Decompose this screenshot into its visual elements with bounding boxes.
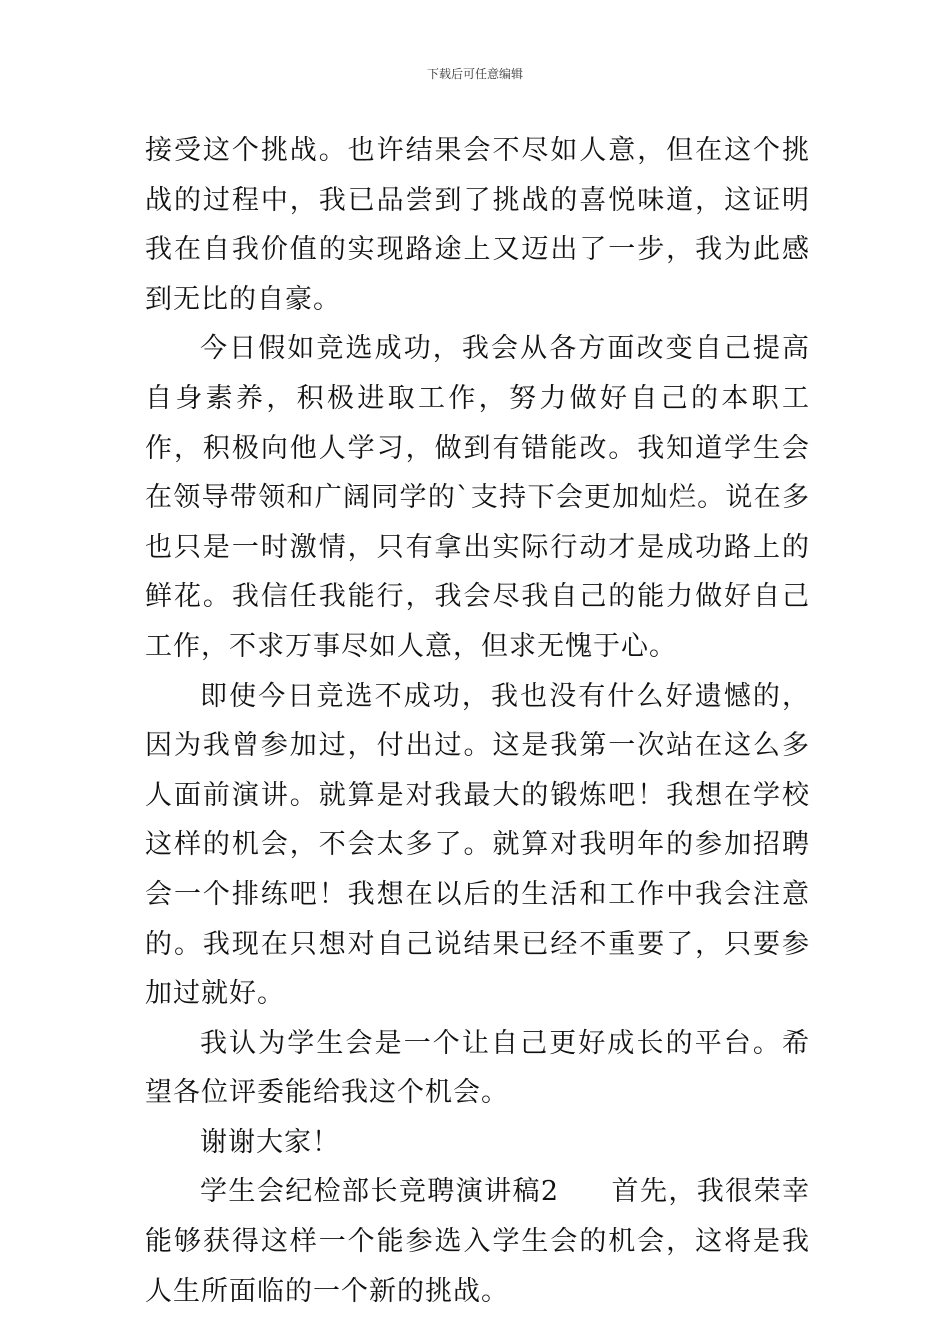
- speech-title: 学生会纪检部长竞聘演讲稿2: [200, 1176, 560, 1208]
- speech-opening-text: 首先，我很荣幸能够获得这样一个能参选入学生会的机会，这将是我人生所面临的一个新的挑战。: [145, 1176, 811, 1307]
- page-header: 下载后可任意编辑: [426, 67, 523, 81]
- paragraph-speech-two: [145, 1167, 810, 1316]
- paragraph-thanks: 谢谢大家！: [200, 1126, 340, 1158]
- paragraph-platform: 我认为学生会是一个让自己更好成长的平台。希望各位评委能给我这个机会。: [145, 1027, 810, 1109]
- paragraph-if-not-elected: 即使今日竞选不成功，我也没有什么好遗憾的，因为我曾参加过，付出过。这是我第一次站在这么多人面前演讲。就算是对我最大的锻炼吧！我想在学校这样的机会，不会太多了。就算对我明年的参加招聘会一个排练吧！我想在以后的生活和工作中我会注意的。我现在只想对自己说结果已经不重要了，只要参加过就好。: [145, 680, 810, 1010]
- paragraph-continuation: 接受这个挑战。也许结果会不尽如人意，但在这个挑战的过程中，我已品尝到了挑战的喜悦味道，这证明我在自我价值的实现路途上又迈出了一步，我为此感到无比的自豪。: [145, 135, 810, 315]
- document-body: [145, 126, 810, 1316]
- paragraph-if-elected: 今日假如竞选成功，我会从各方面改变自己提高自身素养，积极进取工作，努力做好自己的本职工作，积极向他人学习，做到有错能改。我知道学生会在领导带领和广阔同学的`支持下会更加灿烂。说在多也只是一时激情，只有拿出实际行动才是成功路上的鲜花。我信任我能行，我会尽我自己的能力做好自己工作，不求万事尽如人意，但求无愧于心。: [145, 333, 810, 662]
